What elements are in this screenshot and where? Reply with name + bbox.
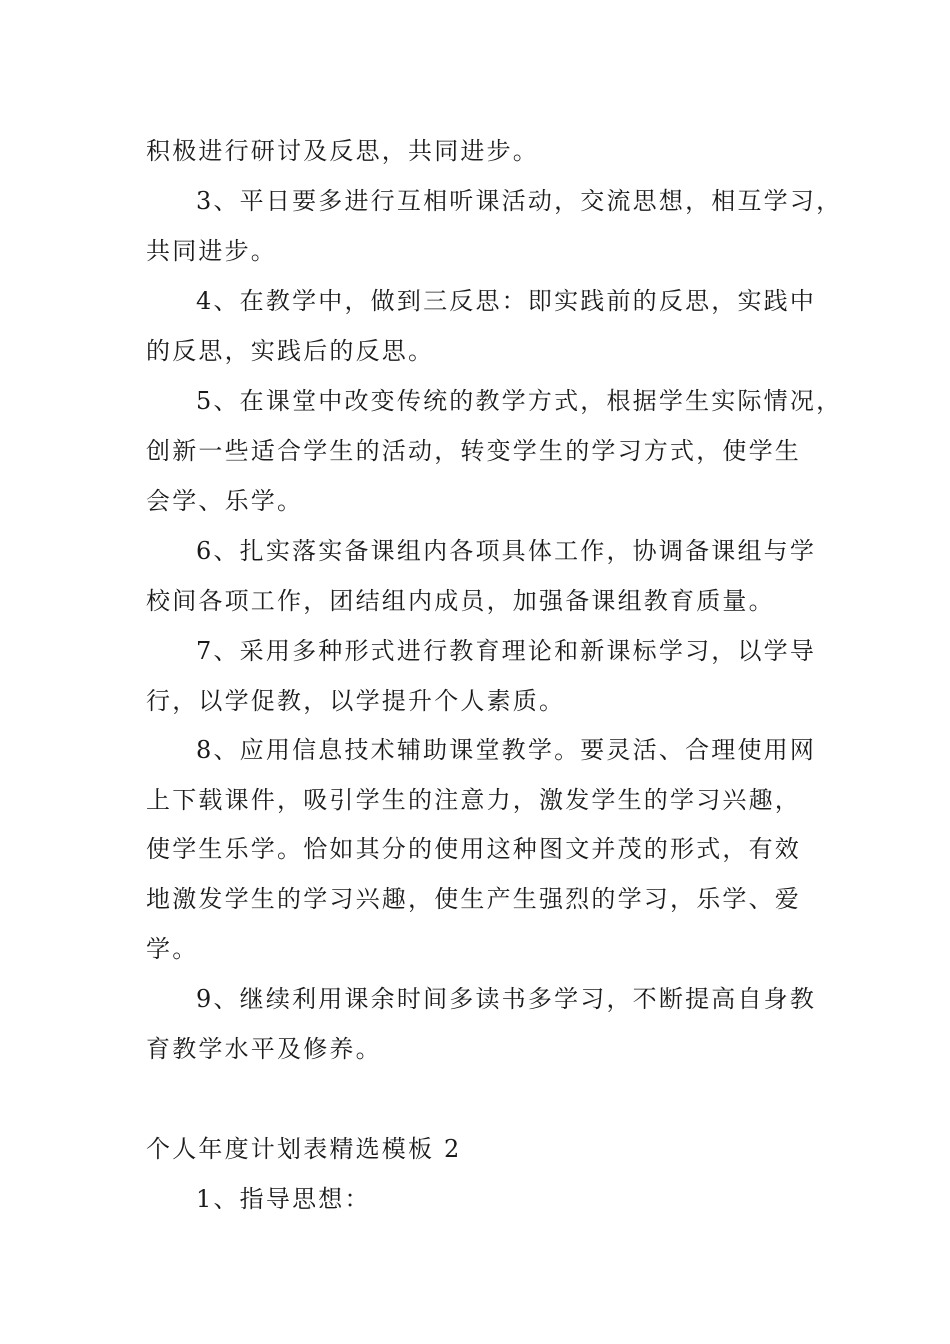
paragraph-line: 6、扎实落实备课组内各项具体工作，协调备课组与学	[196, 537, 817, 565]
paragraph-line: 创新一些适合学生的活动，转变学生的学习方式，使学生	[146, 437, 801, 465]
paragraph-line: 校间各项工作，团结组内成员，加强备课组教育质量。	[146, 587, 775, 615]
paragraph-line: 学。	[146, 935, 199, 963]
paragraph-line: 使学生乐学。恰如其分的使用这种图文并茂的形式，有效	[146, 835, 801, 863]
paragraph-line: 5、在课堂中改变传统的教学方式，根据学生实际情况，	[196, 387, 843, 415]
paragraph-line: 上下载课件，吸引学生的注意力，激发学生的学习兴趣，	[146, 786, 801, 814]
paragraph-line: 育教学水平及修养。	[146, 1035, 382, 1063]
paragraph-line: 8、应用信息技术辅助课堂教学。要灵活、合理使用网	[196, 736, 817, 764]
paragraph-line: 共同进步。	[146, 237, 277, 265]
paragraph-line: 9、继续利用课余时间多读书多学习，不断提高自身教	[196, 985, 817, 1013]
paragraph-line: 行，以学促教，以学提升个人素质。	[146, 687, 566, 715]
paragraph-line: 地激发学生的学习兴趣，使生产生强烈的学习，乐学、爱	[146, 885, 801, 913]
paragraph-line: 会学、乐学。	[146, 487, 304, 515]
paragraph-line: 4、在教学中，做到三反思：即实践前的反思，实践中	[196, 287, 817, 315]
paragraph-line: 的反思，实践后的反思。	[146, 337, 435, 365]
subheading-line: 1、指导思想：	[196, 1185, 371, 1213]
paragraph-line: 7、采用多种形式进行教育理论和新课标学习，以学导	[196, 637, 817, 665]
paragraph-line: 积极进行研讨及反思，共同进步。	[146, 137, 539, 165]
paragraph-line: 3、平日要多进行互相听课活动，交流思想，相互学习，	[196, 187, 843, 215]
section-heading: 个人年度计划表精选模板 2	[146, 1135, 462, 1163]
